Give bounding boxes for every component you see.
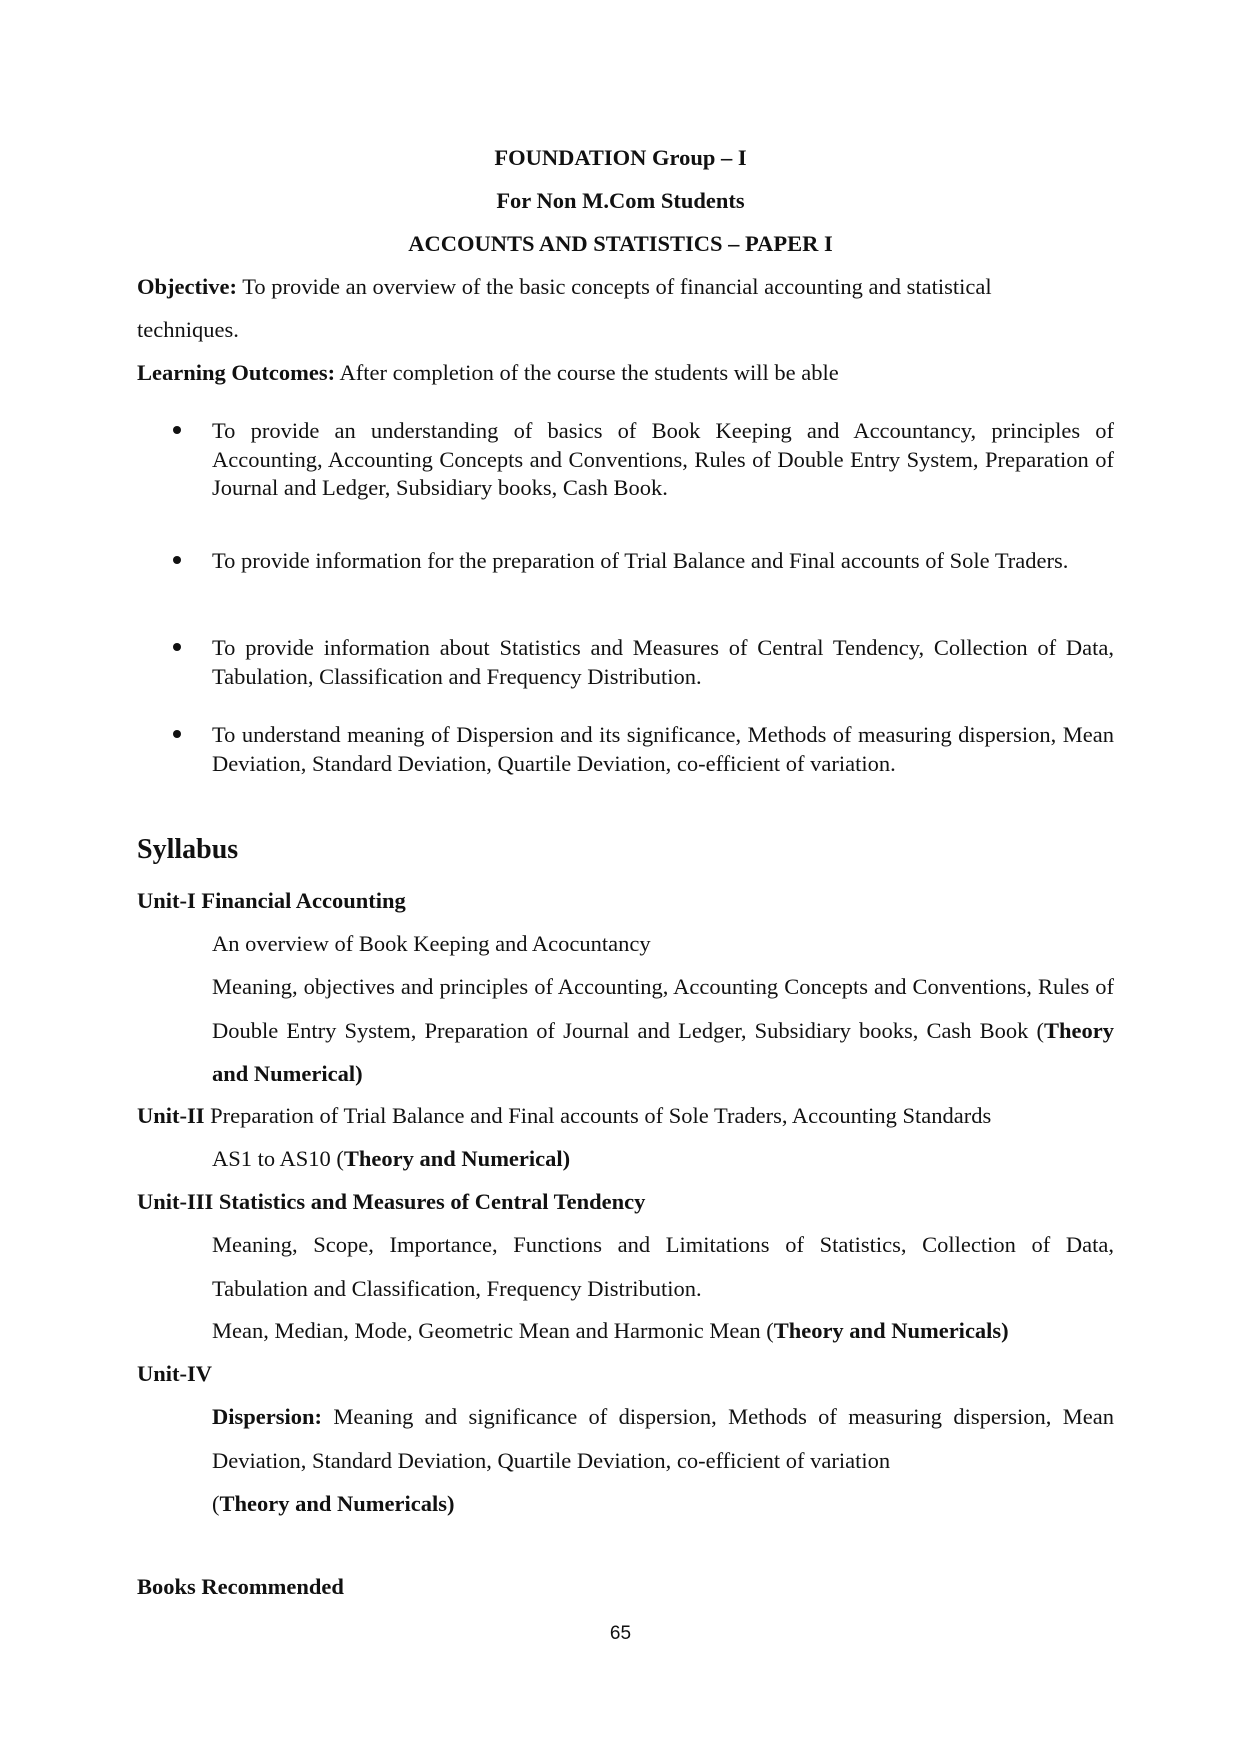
unit3-text: Meaning, Scope, Importance, Functions and Limitations of Statistics, Collection of Data, Tabulation and Classification, Frequency Distribution. [212, 1232, 1114, 1301]
unit1-overview: An overview of Book Keeping and Acocuntancy [212, 931, 651, 956]
learning-outcomes-line [137, 360, 839, 386]
page-number: 65 [609, 1623, 632, 1644]
unit1-text [212, 965, 1114, 1096]
unit3-text2 [212, 1318, 1009, 1344]
bullet-dot [173, 730, 181, 738]
audience-heading: For Non M.Com Students [496, 188, 745, 213]
syllabus-title: Syllabus [137, 834, 239, 865]
unit2-tag: Theory and Numerical) [343, 1146, 571, 1171]
objective-line [137, 274, 992, 300]
unit4-text [212, 1395, 1114, 1526]
bullet-dot [173, 426, 181, 434]
group-heading: FOUNDATION Group – I [494, 145, 747, 170]
unit2-body: AS1 to AS10 ( [212, 1146, 344, 1171]
unit3-heading: Unit-III Statistics and Measures of Central Tendency [137, 1189, 646, 1214]
unit2-text-cont [212, 1146, 570, 1172]
unit4-label: Dispersion: [212, 1404, 323, 1429]
books-heading: Books Recommended [137, 1574, 344, 1599]
unit1-tag: Theory and Numerical) [212, 1017, 1114, 1086]
unit4-body: Meaning and significance of dispersion, Methods of measuring dispersion, Mean Deviation, Standard Deviation, Quartile Deviation, co-efficient of variation [212, 1404, 1115, 1473]
learning-outcomes-label: Learning Outcomes: [137, 360, 336, 385]
unit2-text: Preparation of Trial Balance and Final accounts of Sole Traders, Accounting Standards [210, 1103, 992, 1128]
objective-text-cont: techniques. [137, 317, 239, 342]
unit4-tag: Theory and Numericals) [219, 1491, 455, 1516]
learning-outcomes-text: After completion of the course the students will be able [339, 360, 839, 385]
outcome-bullet-2: To provide information for the preparation of Trial Balance and Final accounts of Sole Traders. [212, 548, 1069, 573]
unit1-body: Meaning, objectives and principles of Accounting, Accounting Concepts and Conventions, Rules of Double Entry System, Preparation of Journal and Ledger, Subsidiary books, Cash Book ( [212, 974, 1114, 1043]
bullet-dot [173, 556, 181, 564]
unit4-tag-open: ( [212, 1491, 220, 1516]
bullet-dot [173, 643, 181, 651]
objective-label: Objective: [137, 274, 237, 299]
outcome-bullet-1: To provide an understanding of basics of Book Keeping and Accountancy, principles of Accounting, Accounting Concepts and Conventions, Rules of Double Entry System, Preparation of Journal and Ledger, Subsidiary books, Cash Book. [212, 418, 1114, 500]
unit4-heading: Unit-IV [137, 1361, 213, 1386]
unit2-label: Unit-II [137, 1103, 205, 1128]
unit3-tag: Theory and Numericals) [773, 1318, 1009, 1343]
unit1-heading: Unit-I Financial Accounting [137, 888, 406, 913]
objective-text: To provide an overview of the basic concepts of financial accounting and statistical [242, 274, 992, 299]
paper-title: ACCOUNTS AND STATISTICS – PAPER I [408, 231, 833, 256]
outcome-bullet-4: To understand meaning of Dispersion and its significance, Methods of measuring dispersion, Mean Deviation, Standard Deviation, Quartile Deviation, co-efficient of variation. [212, 722, 1114, 776]
unit2-line [137, 1103, 991, 1129]
unit3-body: Mean, Median, Mode, Geometric Mean and Harmonic Mean ( [212, 1318, 774, 1343]
outcome-bullet-3: To provide information about Statistics and Measures of Central Tendency, Collection of Data, Tabulation, Classification and Frequency Distribution. [212, 635, 1114, 689]
